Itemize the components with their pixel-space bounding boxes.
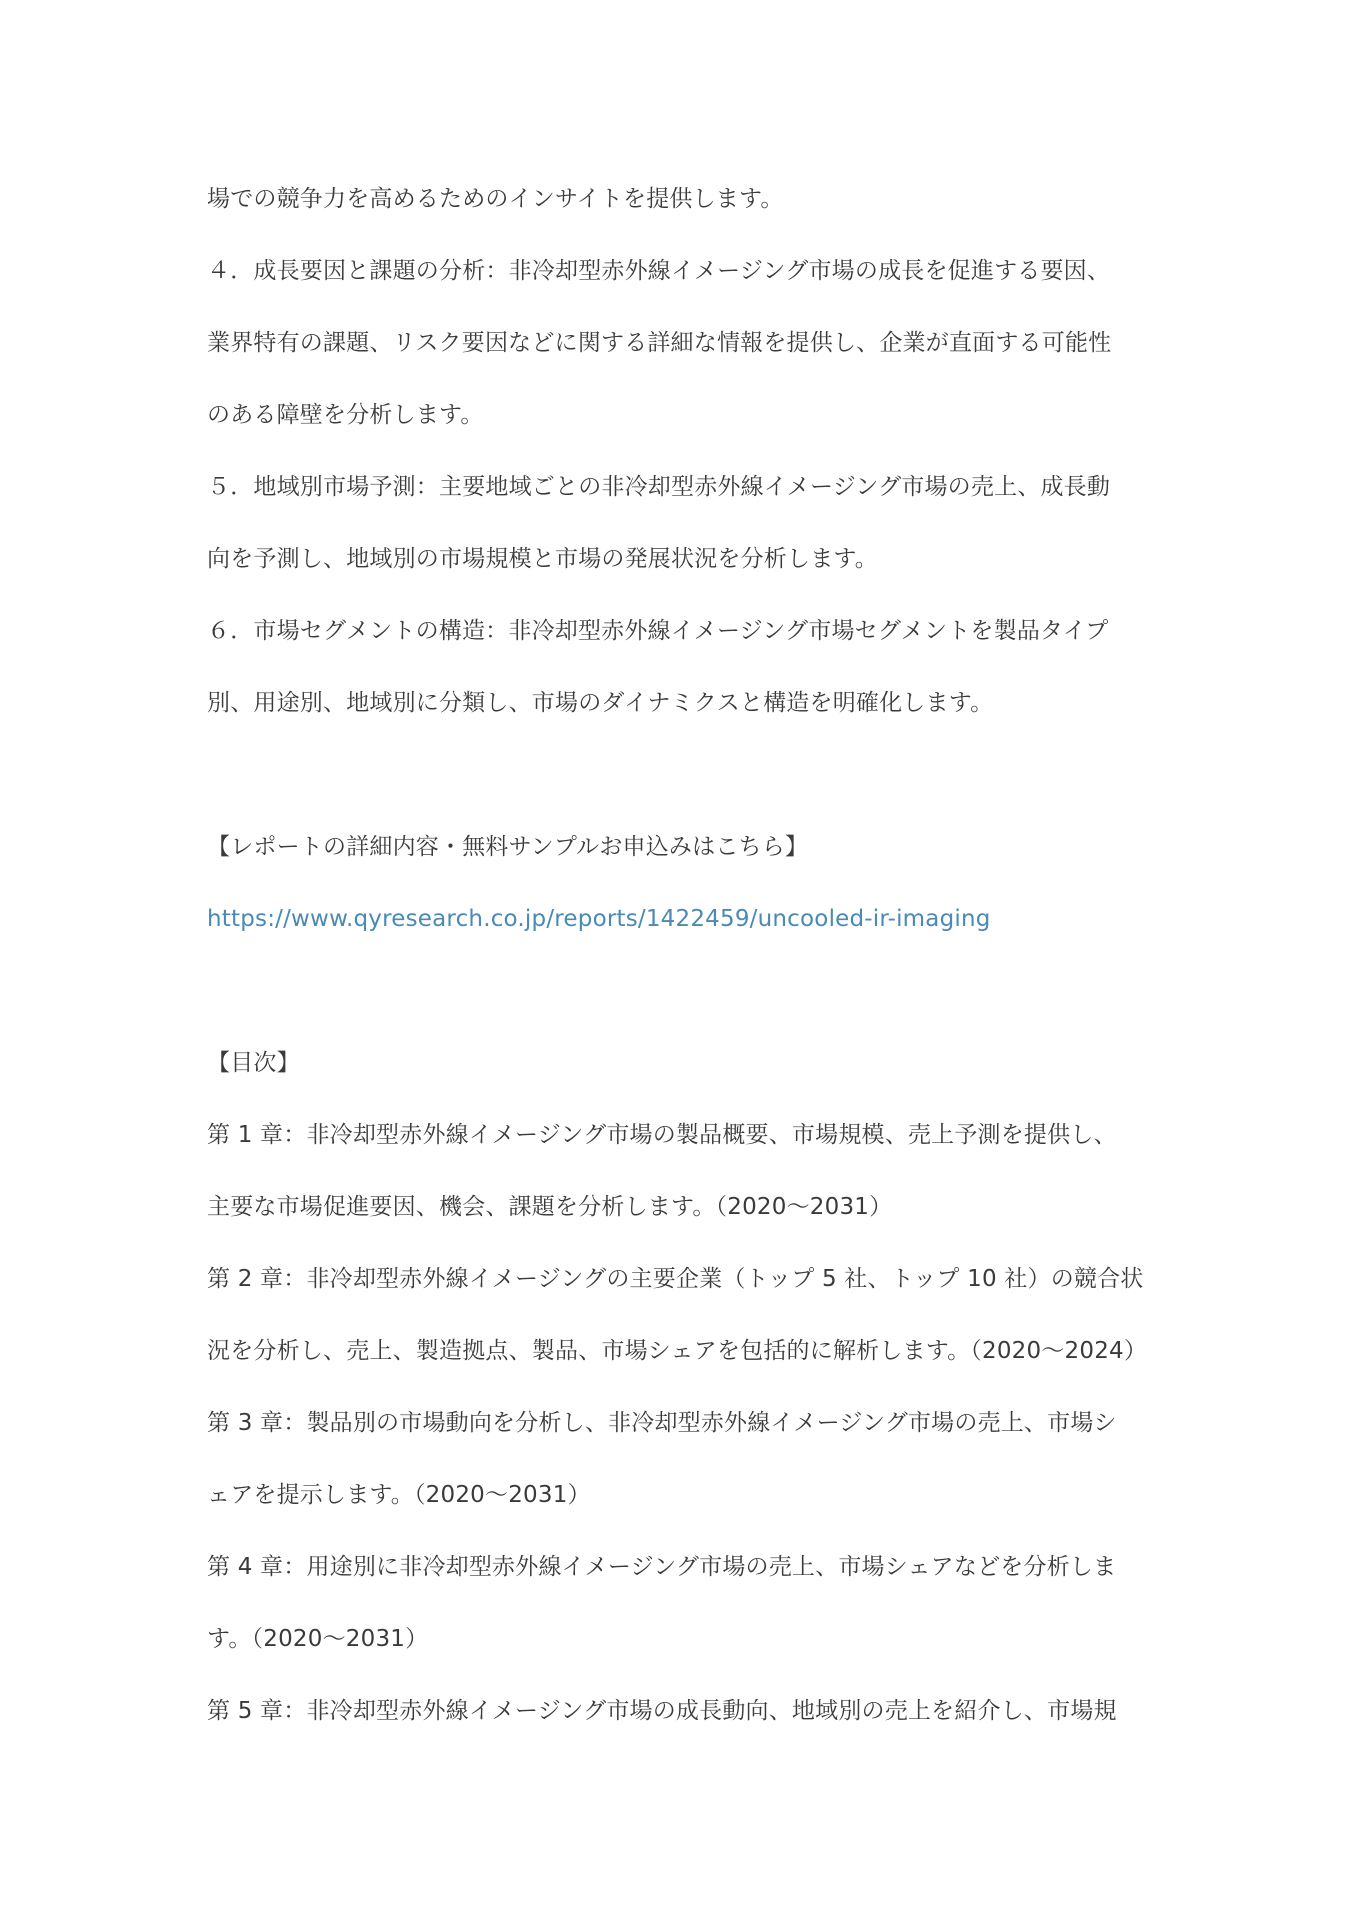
text-line: のある障壁を分析します。 (207, 402, 484, 428)
toc-line: ェアを提示します。（2020～2031） (207, 1482, 591, 1508)
text-line: 向を予測し、地域別の市場規模と市場の発展状況を分析します。 (207, 546, 878, 572)
report-link[interactable]: https://www.qyresearch.co.jp/reports/1422459/uncooled-ir-imaging (207, 906, 991, 932)
toc-line: 主要な市場促進要因、機会、課題を分析します。（2020～2031） (207, 1194, 893, 1220)
text-line: ５．地域別市場予測：主要地域ごとの非冷却型赤外線イメージング市場の売上、成長動 (207, 474, 1111, 500)
toc-line: 第 2 章：非冷却型赤外線イメージングの主要企業（トップ 5 社、トップ 10 社）の競合状 (207, 1266, 1144, 1292)
toc-line: 第 1 章：非冷却型赤外線イメージング市場の製品概要、市場規模、売上予測を提供し、 (207, 1122, 1117, 1148)
toc-line: 第 3 章：製品別の市場動向を分析し、非冷却型赤外線イメージング市場の売上、市場シ (207, 1410, 1117, 1436)
text-line: 別、用途別、地域別に分類し、市場のダイナミクスと構造を明確化します。 (207, 690, 994, 716)
toc-heading: 【目次】 (207, 1050, 300, 1076)
text-line: ６．市場セグメントの構造：非冷却型赤外線イメージング市場セグメントを製品タイプ (207, 618, 1109, 644)
toc-line: 第 5 章：非冷却型赤外線イメージング市場の成長動向、地域別の売上を紹介し、市場規 (207, 1698, 1117, 1724)
text-line: 業界特有の課題、リスク要因などに関する詳細な情報を提供し、企業が直面する可能性 (207, 330, 1112, 356)
toc-line: す。（2020～2031） (207, 1626, 429, 1652)
text-line: ４．成長要因と課題の分析：非冷却型赤外線イメージング市場の成長を促進する要因、 (207, 258, 1111, 284)
report-heading: 【レポートの詳細内容・無料サンプルお申込みはこちら】 (207, 834, 809, 860)
toc-line: 況を分析し、売上、製造拠点、製品、市場シェアを包括的に解析します。（2020～2024） (207, 1338, 1148, 1364)
toc-line: 第 4 章：用途別に非冷却型赤外線イメージング市場の売上、市場シェアなどを分析しま (207, 1554, 1117, 1580)
text-line: 場での競争力を高めるためのインサイトを提供します。 (207, 186, 784, 212)
